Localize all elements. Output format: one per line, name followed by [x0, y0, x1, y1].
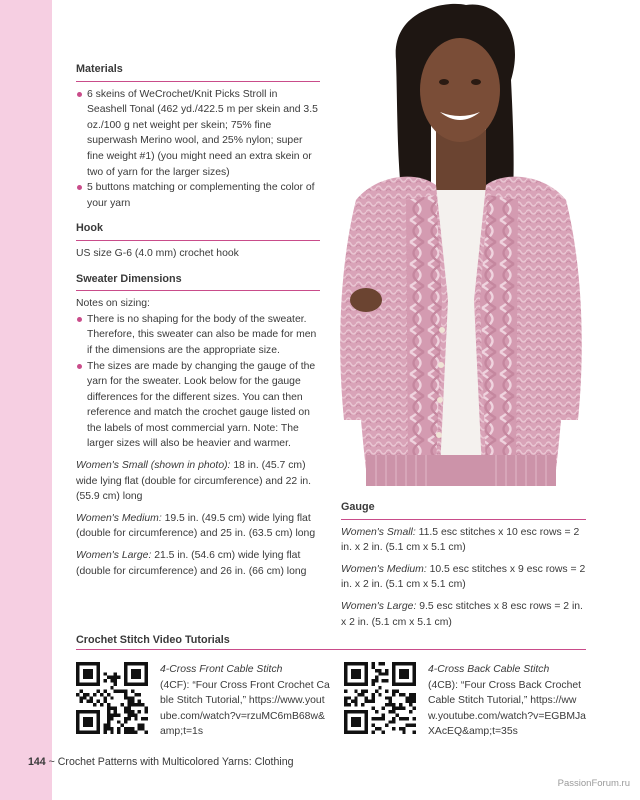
size-label: Women's Small (shown in photo): [76, 460, 231, 472]
tutorial-title: 4-Cross Front Cable Stitch [160, 664, 283, 675]
hook-text: US size G-6 (4.0 mm) crochet hook [76, 247, 239, 259]
qr-code-icon[interactable] [344, 662, 416, 734]
size-small [76, 458, 320, 505]
dimensions-heading: Sweater Dimensions [76, 272, 320, 292]
materials-list [76, 87, 320, 212]
page-footer [28, 756, 294, 768]
size-label: Women's Large: [76, 550, 152, 562]
size-medium [76, 511, 320, 542]
size-text: 18 in. (45.7 cm) wide lying flat (double for circumference) and 22 in. (55.9 cm) long [76, 460, 312, 503]
tutorials-section [76, 634, 586, 740]
left-column [76, 62, 320, 589]
qr-code-icon[interactable] [76, 662, 148, 734]
materials-heading: Materials [76, 62, 320, 82]
hook-heading: Hook [76, 221, 320, 241]
gauge-medium [341, 562, 586, 593]
page-number: 144 [28, 756, 46, 768]
book-title: Crochet Patterns with Multicolored Yarns: Clothing [57, 756, 294, 768]
hook-section [76, 221, 320, 261]
gauge-text: 9.5 esc stitches x 8 esc rows = 2 in. x 2 in. (5.1 cm x 5.1 cm) [341, 600, 583, 628]
watermark: PassionForum.ru [557, 778, 630, 789]
tutorial-text [160, 662, 330, 740]
gauge-heading: Gauge [341, 500, 586, 520]
tutorial-body[interactable]: (4CB): “Four Cross Back Crochet Cable Stitch Tutorial,” https://www.youtube.com/watch?v=EGBMJaXAcEQ&amp;t=35s [428, 679, 586, 738]
tutorial-title: 4-Cross Back Cable Stitch [428, 664, 550, 675]
gauge-text: 11.5 esc stitches x 10 esc rows = 2 in. x 2 in. (5.1 cm x 5.1 cm) [341, 526, 580, 554]
sizing-notes-label: Notes on sizing: [76, 298, 150, 310]
gauge-label: Women's Large: [341, 600, 417, 612]
list-item: The sizes are made by changing the gauge of the yarn for the sweater. Look below for the gauge differences for the different sizes. You can then reference and match the crochet gauge listed on the labels of most commercial yarn. Note: The larger sizes will also be heavier and warmer. [76, 359, 320, 453]
size-label: Women's Medium: [76, 512, 162, 524]
sizing-notes-list [76, 312, 320, 452]
gauge-label: Women's Small: [341, 526, 416, 538]
gauge-small [341, 525, 586, 556]
size-text: 19.5 in. (49.5 cm) wide lying flat (double for circumference) and 25 in. (63.5 cm) long [76, 512, 316, 540]
tutorial-body[interactable]: (4CF): “Four Cross Front Crochet Cable Stitch Tutorial,” https://www.youtube.com/watch?v=rzuMC6mB68w&amp;t=1s [160, 679, 330, 738]
size-large [76, 548, 320, 579]
tutorial-front-cable [76, 662, 344, 740]
tutorial-text [428, 662, 586, 740]
gauge-large [341, 599, 586, 630]
gauge-label: Women's Medium: [341, 563, 427, 575]
tutorials-row [76, 662, 586, 740]
gauge-section [341, 500, 586, 636]
materials-section [76, 62, 320, 211]
size-text: 21.5 in. (54.6 cm) wide lying flat (double for circumference) and 26 in. (66 cm) long [76, 550, 307, 577]
list-item: There is no shaping for the body of the sweater. Therefore, this sweater can also be made for men if the dimensions are the appropriate size. [76, 312, 320, 359]
page-edge-strip [0, 0, 52, 800]
list-item: 5 buttons matching or complementing the color of your yarn [76, 180, 320, 211]
tutorials-heading: Crochet Stitch Video Tutorials [76, 634, 586, 650]
tutorial-back-cable [344, 662, 586, 740]
model-illustration [336, 0, 586, 486]
dimensions-section [76, 272, 320, 580]
list-item: 6 skeins of WeCrochet/Knit Picks Stroll in Seashell Tonal (462 yd./422.5 m per skein and 3.5 oz./100 g net weight per skein; 75% fine superwash Merino wool, and 25% nylon; super fine weight #1) (you might need an extra skein or two of yarn for the larger sizes) [76, 87, 320, 181]
sweater-photo [336, 0, 586, 486]
footer-separator: ~ [45, 756, 58, 768]
gauge-text: 10.5 esc stitches x 9 esc rows = 2 in. x 2 in. (5.1 cm x 5.1 cm) [341, 563, 586, 591]
